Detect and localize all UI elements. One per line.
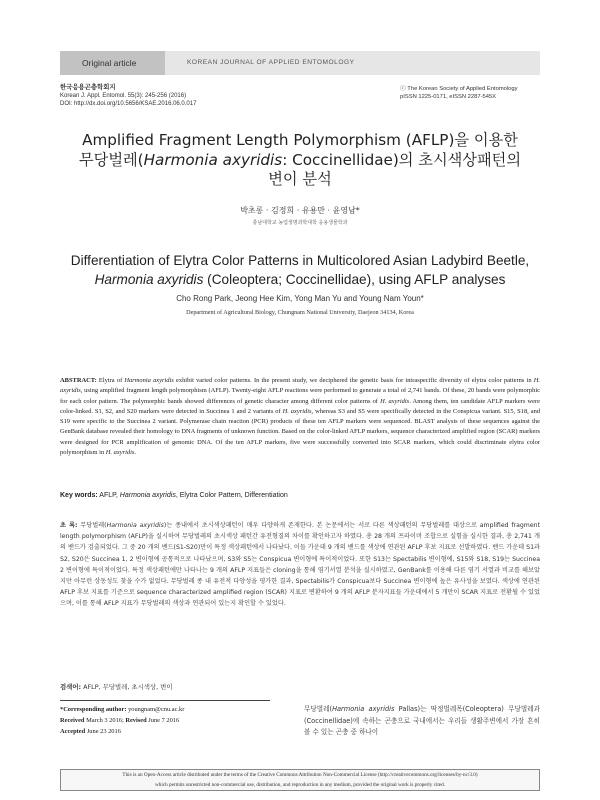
- english-abstract: ABSTRACT: Elytra of Harmonia axyridis exhibit varied color patterns. In the present study, we deciphered the genetic basis for intraspecific diversity of elytra color patterns in H. axyridis, using amplified fragment length polymorphism (AFLP). Twenty-eight AFLP reactions were performed to generate a total of 2,741 bands. Of these, 20 bands were polymorphic for each color pattern. The polymorphic bands showed differences of genetic character among different color patterns of H. axyridis. Among them, ten candidate AFLP markers were color-linked. S1, S2, and S20 markers were detected in Succinea 1 and 2 variants of H. axyridis, whereas S3 and S5 were specifically detected in the Conspicua variant. S15, S18, and S19 were specific to the Succinea 2 variant. Polymerase chain reaction (PCR) products of these ten AFLP markers were sequenced. BLAST analysis of these sequences against the GenBank database revealed their homology to DNA fragments of unknown function. Based on the color-linked AFLP markers, sequence characterized amplified region (SCAR) markers were designed for PCR amplification of genomic DNA. Of the ten AFLP markers, five were successfully converted into SCAR markers, which could discriminate elytra color polymorphism in H. axyridis.: [60, 377, 541, 457]
- english-keywords: Key words: AFLP, Harmonia axyridis, Elytra Color Pattern, Differentiation: [60, 492, 288, 499]
- korean-keywords-label: 검색어:: [60, 683, 82, 691]
- korean-keywords: 검색어: AFLP, 무당벌레, 초시색상, 변이: [60, 683, 173, 691]
- journal-header-bar: [60, 51, 540, 75]
- species-name: Harmonia axyridis: [94, 271, 204, 287]
- keywords-label: Key words:: [60, 492, 98, 499]
- korean-authors: 박초롱 · 김정희 · 유용만 · 윤영남*: [240, 206, 360, 215]
- abstract-label: ABSTRACT:: [60, 377, 97, 384]
- copyright-block: [400, 85, 518, 101]
- citation-block: [60, 84, 196, 109]
- license-box: This is an Open-Access article distributed under the terms of the Creative Commons Attribution Non-Commercial License (http://creativecommons.org/licenses/by-nc/3.0) which permits unrestricted non-commercial use, distribution, and reproduction in any medium, provided the original work is properly cited.: [60, 769, 540, 791]
- korean-abstract: 초 록: 무당벌레(Harmonia axyridis)는 종내에서 초시색상패턴이 매우 다양하게 존재한다. 본 논문에서는 서로 다른 색상패턴의 무당벌레를 대상으로 amplified fragment length polymorphism (AFLP)을 실시하여 무당벌레의 초시색상 패턴간 유전형질의 차이를 확인하고자 하였다. 총 28 개의 프라이머 조합으로 실험을 실시한 결과, 총 2,741 개의 밴드가 검출되었다. 그 중 20 개의 밴드(S1-S20)만이 특정 색상패턴에서 나타났다. 이들 가운데 9 개의 밴드를 색상에 연관된 AFLP 후보 지표로 선발하였다. 밴드 가운데 S1과 S2, S20은 Succinea 1, 2 변이형에 공통적으로 나타났으며, S3와 S5는 Conspicua 변이형에 특이적이었다. 또한 S13는 Spectabilis 변이형에, S15와 S18, S19는 Succinea 2 변이형에 특이적이었다. 특정 색상패턴에만 나타나는 9 개의 AFLP 지표들은 cloning을 통해 염기서열 분석을 실시하였고, GenBank를 이용해 다른 염기 서열과 비교를 해보았지만 아무런 상동성도 찾을 수가 없었다. 무당벌레 종 내 유전적 다양성을 평가한 결과, Spectabilis가 Conspicua보다 Succinea 변이형에 높은 유사성을 보였다. 색상에 연관된 AFLP 후보 지표를 기준으로 sequence characterized amplified region (SCAR) 지표로 변환하여 9 개의 AFLP 분자지표들 가운데에서 5 개만이 SCAR 지표로 전환될 수 있었으며, 이를 통해 AFLP 지표가 무당벌레의 색상과 연관되어 있는지 확인할 수 있었다.: [60, 522, 540, 608]
- journal-citation: Korean J. Appl. Entomol. 55(3): 245-256 (2016): [60, 93, 187, 100]
- korean-abstract-label: 초 록:: [60, 522, 78, 529]
- corresponding-label: *Corresponding author:: [60, 706, 127, 713]
- journal-banner: KOREAN JOURNAL OF APPLIED ENTOMOLOGY: [165, 51, 540, 75]
- english-title: Differentiation of Elytra Color Patterns in Multicolored Asian Ladybird Beetle, Harmonia axyridis (Coleoptera; Coccinellidae), using AFLP analyses: [70, 253, 530, 287]
- introduction-text: 무당벌레(Harmonia axyridis Pallas)는 딱정벌레목(Coleoptera) 무당벌레과(Coccinellidae)에 속하는 곤충으로 국내에서는 우리들 생활주변에서 가장 흔히 볼 수 있는 곤충 중 하나이: [304, 705, 541, 736]
- korean-title: Amplified Fragment Length Polymorphism (AFLP)을 이용한 무당벌레(Harmonia axyridis: Coccinellidae)의 초시색상패턴의 변이 분석: [79, 131, 521, 188]
- doi-link[interactable]: DOI: http://dx.doi.org/10.5656/KSAE.2016.06.0.017: [60, 101, 197, 108]
- corresponding-email[interactable]: youngnam@cnu.ac.kr: [128, 706, 185, 713]
- article-type-label: Original article: [60, 51, 165, 75]
- issn-numbers: pISSN 1225-0171, eISSN 2287-545X: [400, 94, 497, 101]
- english-affiliation: Department of Agricultural Biology, Chungnam National University, Daejeon 34134, Korea: [186, 309, 414, 316]
- species-name: Harmonia axyridis: [143, 150, 283, 169]
- footnote-divider: [60, 700, 270, 701]
- footnote-block: *Corresponding author: youngnam@cnu.ac.kr Received March 3 2016; Revised June 7 2016 Accepted June 23 2016: [60, 706, 185, 735]
- copyright-society: ⓒ The Korean Society of Applied Entomology: [400, 86, 518, 92]
- korean-affiliation: 충남대학교 농업생명과학대학 응용생물학과: [252, 220, 348, 226]
- journal-korean-name: 한국응용곤충학회지: [60, 84, 116, 91]
- english-authors: Cho Rong Park, Jeong Hee Kim, Yong Man Yu and Young Nam Youn*: [176, 294, 424, 303]
